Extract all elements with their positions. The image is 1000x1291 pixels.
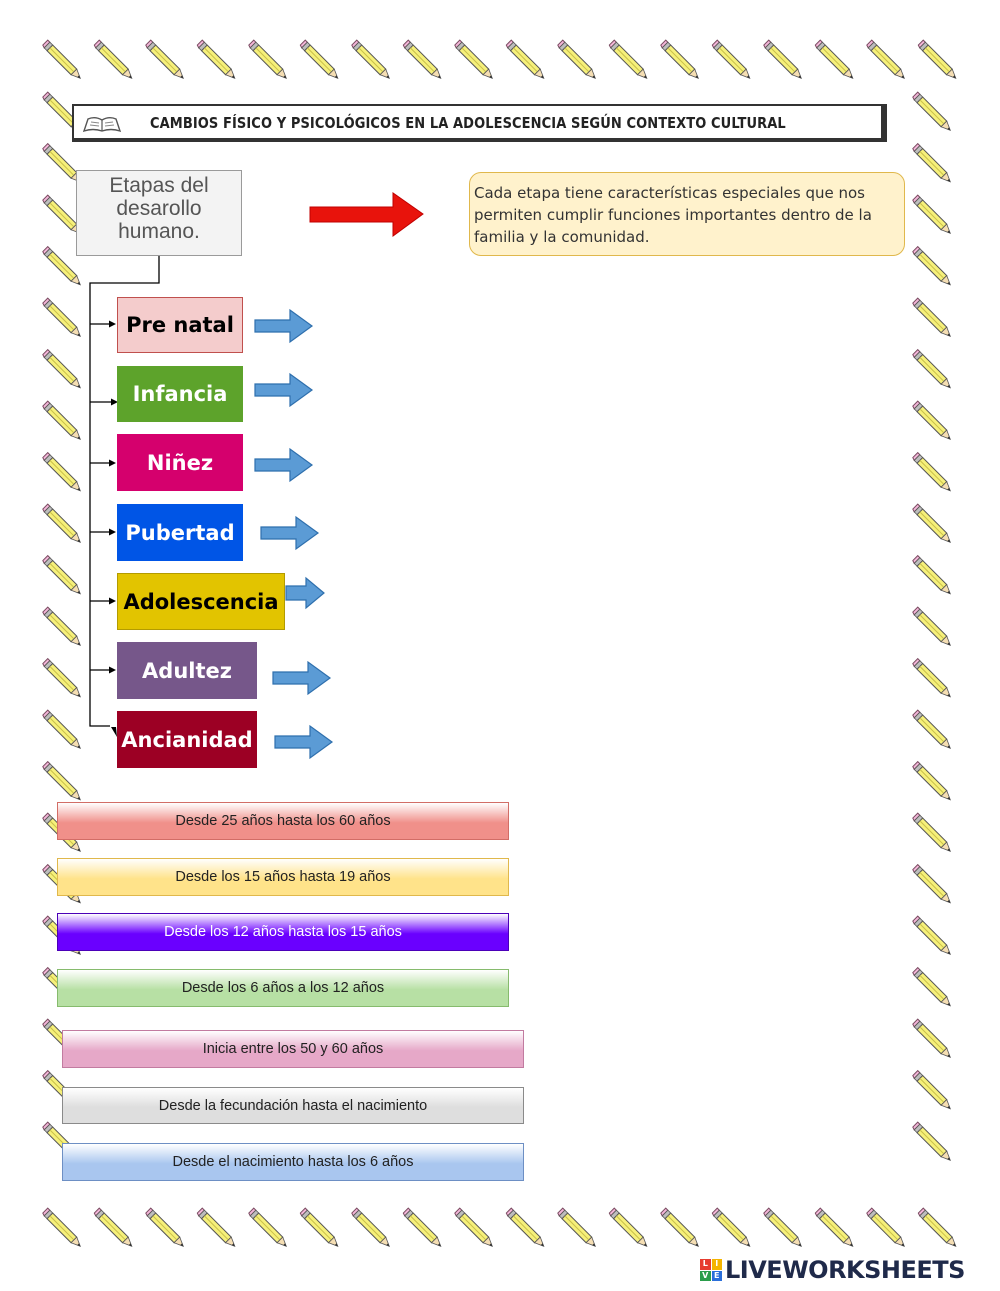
blue-arrow-icon [250, 306, 320, 348]
stage-adolescencia [117, 573, 285, 630]
stage-label: Pre natal [126, 313, 234, 337]
stage-prenatal [117, 297, 243, 353]
blue-arrow-icon [270, 722, 340, 764]
note-text: Cada etapa tiene características especiales que nos permiten cumplir funciones importantes dentro de la familia y la comunidad. [474, 184, 872, 246]
liveworksheets-logo [700, 1255, 965, 1285]
root-node-label: Etapas del desarollo humano. [109, 174, 209, 243]
stage-label: Ancianidad [121, 727, 253, 752]
logo-mark-letter: L [700, 1259, 711, 1270]
description-bar[interactable] [57, 913, 509, 951]
description-text: Desde 25 años hasta los 60 años [175, 813, 391, 829]
description-text: Desde la fecundación hasta el nacimiento [158, 1097, 428, 1114]
stage-label: Adultez [142, 658, 232, 683]
stage-ninez [117, 434, 243, 491]
logo-mark-letter: I [712, 1259, 723, 1270]
stage-label: Infancia [132, 382, 228, 406]
description-text: Desde el nacimiento hasta los 6 años [172, 1154, 414, 1170]
stage-pubertad [117, 504, 243, 561]
logo-mark-letter: E [712, 1271, 723, 1282]
stage-adultez [117, 642, 257, 699]
description-text: Desde los 6 años a los 12 años [181, 980, 385, 996]
description-text: Desde los 15 años hasta 19 años [175, 869, 391, 885]
description-bar[interactable] [57, 858, 509, 896]
blue-arrow-icon [282, 574, 332, 612]
description-bar[interactable] [62, 1030, 524, 1068]
blue-arrow-icon [250, 445, 320, 487]
logo-text: LIVEWORKSHEETS [725, 1256, 965, 1284]
stage-ancianidad [117, 711, 257, 768]
logo-mark-icon [700, 1259, 722, 1281]
stage-label: Adolescencia [123, 589, 279, 614]
blue-arrow-icon [250, 370, 320, 412]
description-text: Desde los 12 años hasta los 15 años [164, 924, 402, 940]
logo-mark-letter: V [700, 1271, 711, 1282]
blue-arrow-icon [256, 513, 326, 555]
page-title: CAMBIOS FÍSICO Y PSICOLÓGICOS EN LA ADOLESCENCIA SEGÚN CONTEXTO CULTURAL [150, 114, 786, 132]
stage-label: Niñez [146, 450, 214, 475]
description-bar[interactable] [57, 802, 509, 840]
description-bar[interactable] [57, 969, 509, 1007]
description-text: Inicia entre los 50 y 60 años [202, 1041, 384, 1057]
description-bar[interactable] [62, 1143, 524, 1181]
description-bar[interactable] [62, 1087, 524, 1124]
blue-arrow-icon [268, 658, 338, 700]
stage-label: Pubertad [125, 520, 235, 545]
stage-infancia [117, 366, 243, 422]
